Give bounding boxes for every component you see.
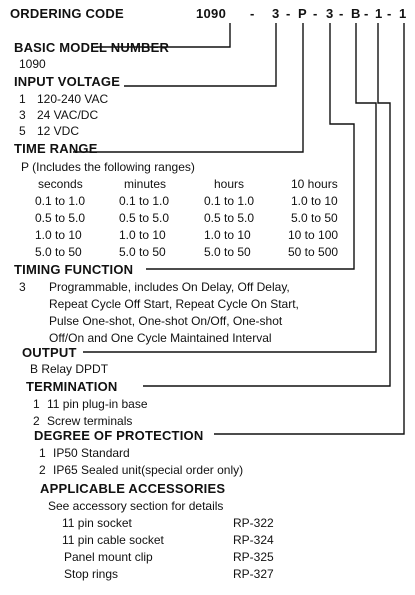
time-range-cell: 0.1 to 1.0 [119,194,170,208]
time-range-cell: 1.0 to 10 [291,194,338,208]
protection-option-label: IP50 Standard [53,446,130,460]
time-range-title: TIME RANGE [14,141,98,156]
time-range-note: P (Includes the following ranges) [21,160,195,174]
time-range-col-header: minutes [124,177,167,191]
accessory-part: RP-324 [233,533,274,547]
voltage-option-code: 3 [19,108,26,122]
time-range-cell: 10 to 100 [288,228,339,242]
code-segment-protection: 1 [399,6,407,21]
code-segment-model: 1090 [196,6,227,21]
accessory-part: RP-327 [233,567,274,581]
timing-function-code: 3 [19,280,26,294]
code-segment-voltage: 3 [272,6,280,21]
protection-option-code: 2 [39,463,46,477]
voltage-option-label: 24 VAC/DC [37,108,99,122]
code-separator: - [286,6,291,21]
code-separator: - [387,6,392,21]
time-range-cell: 0.1 to 1.0 [35,194,86,208]
voltage-option-label: 12 VDC [37,124,80,138]
basic-model-value: 1090 [19,57,46,71]
termination-title: TERMINATION [26,379,118,394]
termination-option-label: Screw terminals [47,414,133,428]
time-range-cell: 5.0 to 50 [35,245,82,259]
ordering-code-label: ORDERING CODE [10,6,124,21]
time-range-cell: 50 to 500 [288,245,339,259]
protection-title: DEGREE OF PROTECTION [34,428,204,443]
accessory-part: RP-322 [233,516,274,530]
time-range-col-header: 10 hours [291,177,338,191]
accessory-part: RP-325 [233,550,274,564]
timing-function-line: Programmable, includes On Delay, Off Delay, [49,280,290,294]
timing-function-title: TIMING FUNCTION [14,262,134,277]
termination-option-code: 2 [33,414,40,428]
output-title: OUTPUT [22,345,77,360]
voltage-option-code: 5 [19,124,26,138]
code-separator: - [313,6,318,21]
timing-function-line: Pulse One-shot, One-shot On/Off, One-shot [49,314,283,328]
code-segment-function: 3 [326,6,334,21]
protection-option-label: IP65 Sealed unit(special order only) [53,463,244,477]
time-range-cell: 5.0 to 50 [291,211,338,225]
code-separator: - [339,6,344,21]
accessory-name: 11 pin socket [62,516,132,530]
basic-model-title: BASIC MODEL NUMBER [14,40,170,55]
accessory-name: Stop rings [64,567,119,581]
time-range-cell: 0.1 to 1.0 [204,194,255,208]
time-range-cell: 1.0 to 10 [204,228,251,242]
termination-option-code: 1 [33,397,40,411]
time-range-col-header: seconds [38,177,83,191]
time-range-cell: 5.0 to 50 [204,245,251,259]
timing-function-line: Repeat Cycle Off Start, Repeat Cycle On Start, [49,297,299,311]
accessory-name: Panel mount clip [64,550,153,564]
termination-option-label: 11 pin plug-in base [47,397,148,411]
time-range-col-header: hours [214,177,245,191]
time-range-cell: 0.5 to 5.0 [35,211,86,225]
accessories-title: APPLICABLE ACCESSORIES [40,481,226,496]
accessory-name: 11 pin cable socket [62,533,164,547]
output-option: B Relay DPDT [30,362,109,376]
accessories-note: See accessory section for details [48,499,224,513]
time-range-cell: 1.0 to 10 [119,228,166,242]
code-separator: - [364,6,369,21]
timing-function-line: Off/On and One Cycle Maintained Interval [49,331,272,345]
code-segment-time-range: P [298,6,307,21]
code-segment-output: B [351,6,361,21]
protection-option-code: 1 [39,446,46,460]
time-range-cell: 5.0 to 50 [119,245,166,259]
code-separator: - [250,6,255,21]
voltage-option-label: 120-240 VAC [37,92,109,106]
time-range-cell: 1.0 to 10 [35,228,82,242]
input-voltage-title: INPUT VOLTAGE [14,74,121,89]
time-range-cell: 0.5 to 5.0 [204,211,255,225]
voltage-option-code: 1 [19,92,26,106]
code-segment-termination: 1 [375,6,383,21]
time-range-cell: 0.5 to 5.0 [119,211,170,225]
